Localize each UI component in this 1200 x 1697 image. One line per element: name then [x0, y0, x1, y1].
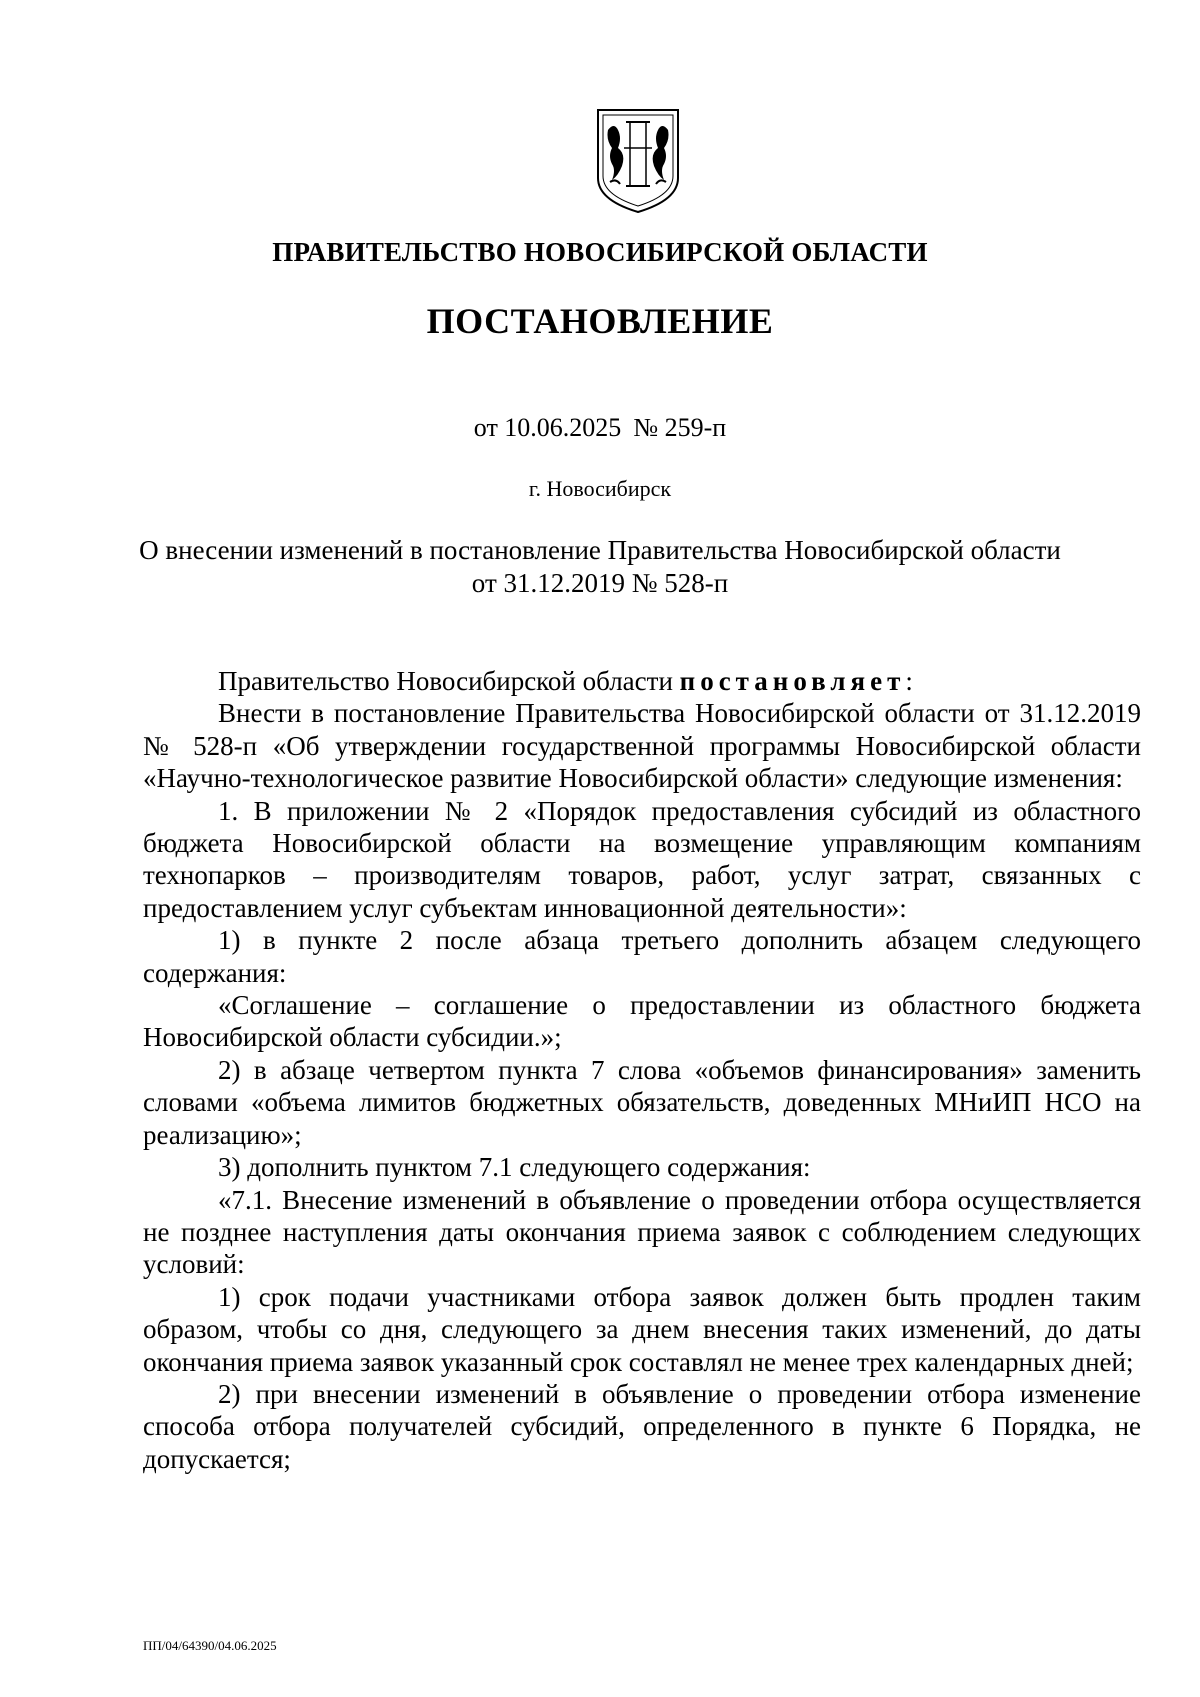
- document-type-title: ПОСТАНОВЛЕНИЕ: [426, 301, 774, 341]
- body-paragraph: «7.1. Внесение изменений в объявление о проведении отбора осуществляется не позднее наступления даты окончания приема заявок с соблюдением следующих условий:: [143, 1184, 1141, 1280]
- resolves-prefix: Правительство Новосибирской области: [218, 666, 680, 696]
- resolves-suffix: :: [905, 666, 913, 696]
- resolves-paragraph: [143, 665, 1141, 697]
- body-paragraph: 2) при внесении изменений в объявление о проведении отбора изменение способа отбора получателей субсидий, определенного в пункте 6 Порядка, не допускается;: [143, 1378, 1141, 1474]
- resolves-word: постановляет: [679, 666, 906, 696]
- coat-of-arms-icon: [596, 108, 680, 214]
- subject-line-1: О внесении изменений в постановление Правительства Новосибирской области: [139, 535, 1061, 565]
- document-date: от 10.06.2025: [473, 413, 622, 442]
- subject-line-2: от 31.12.2019 № 528-п: [471, 568, 729, 598]
- body-paragraph: 1) в пункте 2 после абзаца третьего дополнить абзацем следующего содержания:: [143, 925, 1141, 988]
- body-paragraph: Внести в постановление Правительства Новосибирской области от 31.12.2019 № 528-п «Об утверждении государственной программы Новосибирской области «Научно-технологическое развитие Новосибирской области» следующие изменения:: [143, 698, 1141, 794]
- government-name: ПРАВИТЕЛЬСТВО НОВОСИБИРСКОЙ ОБЛАСТИ: [272, 237, 928, 267]
- body-paragraph: 1. В приложении № 2 «Порядок предоставления субсидий из областного бюджета Новосибирской области на возмещение управляющим компаниям технопарков – производителям товаров, работ, услуг затрат, связанных с предоставлением услуг субъектам инновационной деятельности»:: [143, 795, 1141, 923]
- body-paragraph: «Соглашение – соглашение о предоставлении из областного бюджета Новосибирской области субсидии.»;: [143, 990, 1141, 1053]
- document-date-number: [0, 413, 1200, 443]
- body-paragraph: 2) в абзаце четвертом пункта 7 слова «объемов финансирования» заменить словами «объема лимитов бюджетных обязательств, доведенных МНиИП НСО на реализацию»;: [143, 1054, 1141, 1150]
- city-name: г. Новосибирск: [528, 476, 672, 501]
- body-paragraph: 3) дополнить пунктом 7.1 следующего содержания:: [218, 1152, 811, 1183]
- body-paragraph: 1) срок подачи участниками отбора заявок должен быть продлен таким образом, чтобы со дня, следующего за днем внесения таких изменений, до даты окончания приема заявок указанный срок составлял не менее трех календарных дней;: [143, 1281, 1141, 1377]
- document-body: [143, 665, 1141, 1475]
- document-code: ПП/04/64390/04.06.2025: [143, 1638, 277, 1653]
- document-subject: [100, 534, 1100, 600]
- document-number: № 259-п: [633, 413, 727, 442]
